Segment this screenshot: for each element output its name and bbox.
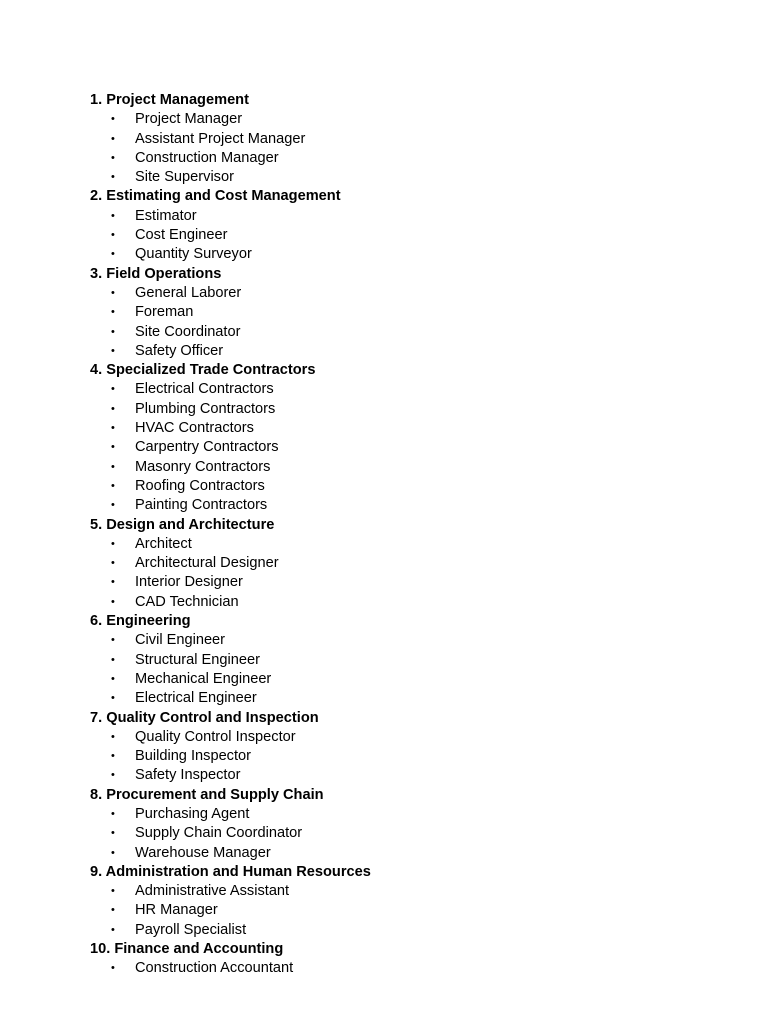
list-section: [0, 709, 768, 786]
list-item-label: Civil Engineer: [135, 632, 226, 649]
list-item-label: Site Coordinator: [135, 323, 241, 340]
list-item-label: Masonry Contractors: [135, 458, 271, 475]
section-heading: 1. Project Management: [90, 92, 249, 108]
list-item-label: Administrative Assistant: [135, 883, 290, 900]
list-item-label: Quality Control Inspector: [135, 728, 296, 745]
bullet-icon: •: [111, 499, 115, 512]
list-item-label: Foreman: [135, 304, 194, 321]
section-heading: 4. Specialized Trade Contractors: [90, 362, 316, 379]
list-item-label: Site Supervisor: [135, 169, 234, 186]
bullet-icon: •: [111, 344, 115, 357]
list-item-label: Safety Officer: [135, 342, 224, 359]
list-item: [0, 689, 768, 708]
bullet-icon: •: [111, 730, 115, 743]
list-item-label: Project Manager: [135, 111, 243, 128]
bullet-list: [0, 631, 768, 708]
list-item-label: Roofing Contractors: [135, 477, 265, 494]
section-heading: 8. Procurement and Supply Chain: [90, 786, 324, 803]
bullet-icon: •: [111, 402, 115, 415]
list-item-label: HVAC Contractors: [135, 420, 254, 437]
section-heading: 9. Administration and Human Resources: [90, 863, 371, 880]
bullet-list: [0, 805, 768, 863]
bullet-icon: •: [111, 113, 115, 126]
bullet-icon: •: [111, 306, 115, 319]
list-item: [0, 631, 768, 650]
list-item-label: Interior Designer: [135, 574, 243, 591]
section-heading: 7. Quality Control and Inspection: [90, 709, 319, 726]
bullet-list: [0, 535, 768, 612]
list-item: [0, 959, 768, 978]
bullet-list: [0, 207, 768, 265]
list-item: [0, 419, 768, 438]
list-item-label: Plumbing Contractors: [135, 400, 276, 417]
list-item: [0, 130, 768, 149]
list-section: [0, 516, 768, 612]
bullet-icon: •: [111, 325, 115, 338]
list-item-label: Electrical Engineer: [135, 690, 257, 707]
bullet-icon: •: [111, 750, 115, 763]
list-item-label: Architectural Designer: [135, 555, 279, 572]
bullet-icon: •: [111, 576, 115, 589]
bullet-icon: •: [111, 171, 115, 184]
section-heading: 5. Design and Architecture: [90, 516, 275, 533]
list-item: [0, 651, 768, 670]
list-item-label: Estimator: [135, 207, 197, 224]
bullet-list: [0, 110, 768, 187]
list-section: [0, 265, 768, 361]
bullet-icon: •: [111, 248, 115, 261]
bullet-icon: •: [111, 132, 115, 145]
list-item: [0, 747, 768, 766]
list-item-label: CAD Technician: [135, 593, 239, 610]
list-item: [0, 284, 768, 303]
list-item-label: Purchasing Agent: [135, 805, 250, 822]
list-section: [0, 187, 768, 264]
bullet-list: [0, 882, 768, 940]
bullet-icon: •: [111, 229, 115, 242]
list-item: [0, 303, 768, 322]
list-item: [0, 477, 768, 496]
list-item: [0, 593, 768, 612]
bullet-icon: •: [111, 151, 115, 164]
list-item-label: Warehouse Manager: [135, 844, 271, 861]
section-heading: 6. Engineering: [90, 613, 191, 630]
section-heading: 10. Finance and Accounting: [90, 941, 284, 958]
bullet-icon: •: [111, 769, 115, 782]
bullet-list: [0, 380, 768, 515]
bullet-icon: •: [111, 383, 115, 396]
list-item: [0, 458, 768, 477]
list-item: [0, 554, 768, 573]
bullet-icon: •: [111, 460, 115, 473]
list-item-label: Assistant Project Manager: [135, 130, 306, 147]
list-item-label: HR Manager: [135, 902, 218, 919]
bullet-icon: •: [111, 441, 115, 454]
section-heading: 2. Estimating and Cost Management: [90, 188, 341, 205]
list-item-label: Architect: [135, 535, 192, 552]
list-item: [0, 535, 768, 554]
list-item: [0, 844, 768, 863]
bullet-list: [0, 728, 768, 786]
bullet-list: [0, 284, 768, 361]
bullet-list: [0, 959, 768, 978]
list-item-label: Carpentry Contractors: [135, 439, 279, 456]
list-item: [0, 728, 768, 747]
bullet-icon: •: [111, 557, 115, 570]
list-section: [0, 786, 768, 863]
list-section: [0, 91, 768, 187]
bullet-icon: •: [111, 286, 115, 299]
list-item: [0, 901, 768, 920]
bullet-icon: •: [111, 962, 115, 975]
list-item: [0, 921, 768, 940]
list-item: [0, 226, 768, 245]
list-item: [0, 245, 768, 264]
list-item: [0, 380, 768, 399]
list-item: [0, 400, 768, 419]
list-item-label: Construction Accountant: [135, 960, 294, 977]
list-item: [0, 496, 768, 515]
bullet-icon: •: [111, 904, 115, 917]
list-section: [0, 863, 768, 940]
list-item-label: General Laborer: [135, 284, 242, 301]
list-item-label: Electrical Contractors: [135, 381, 274, 398]
list-item-label: Safety Inspector: [135, 767, 241, 784]
section-heading: 3. Field Operations: [90, 265, 222, 282]
bullet-icon: •: [111, 634, 115, 647]
list-section: [0, 361, 768, 515]
bullet-icon: •: [111, 479, 115, 492]
list-item: [0, 323, 768, 342]
list-item: [0, 766, 768, 785]
list-item-label: Structural Engineer: [135, 651, 260, 668]
document-body: [0, 91, 768, 979]
list-item: [0, 342, 768, 361]
list-section: [0, 940, 768, 979]
list-item: [0, 882, 768, 901]
list-item-label: Supply Chain Coordinator: [135, 825, 303, 842]
list-item: [0, 824, 768, 843]
list-item: [0, 438, 768, 457]
list-item-label: Painting Contractors: [135, 497, 268, 514]
bullet-icon: •: [111, 209, 115, 222]
list-item-label: Cost Engineer: [135, 227, 228, 244]
bullet-icon: •: [111, 846, 115, 859]
list-item: [0, 670, 768, 689]
list-item: [0, 110, 768, 129]
bullet-icon: •: [111, 827, 115, 840]
list-item-label: Construction Manager: [135, 149, 279, 166]
list-item-label: Quantity Surveyor: [135, 246, 252, 263]
list-item: [0, 149, 768, 168]
list-item-label: Building Inspector: [135, 748, 252, 765]
bullet-icon: •: [111, 537, 115, 550]
list-item: [0, 805, 768, 824]
bullet-icon: •: [111, 807, 115, 820]
list-item-label: Payroll Specialist: [135, 921, 247, 938]
list-item: [0, 573, 768, 592]
bullet-icon: •: [111, 692, 115, 705]
bullet-icon: •: [111, 923, 115, 936]
bullet-icon: •: [111, 653, 115, 666]
bullet-icon: •: [111, 672, 115, 685]
bullet-icon: •: [111, 422, 115, 435]
bullet-icon: •: [111, 595, 115, 608]
list-item: [0, 207, 768, 226]
list-section: [0, 612, 768, 708]
list-item: [0, 168, 768, 187]
bullet-icon: •: [111, 885, 115, 898]
list-item-label: Mechanical Engineer: [135, 670, 272, 687]
